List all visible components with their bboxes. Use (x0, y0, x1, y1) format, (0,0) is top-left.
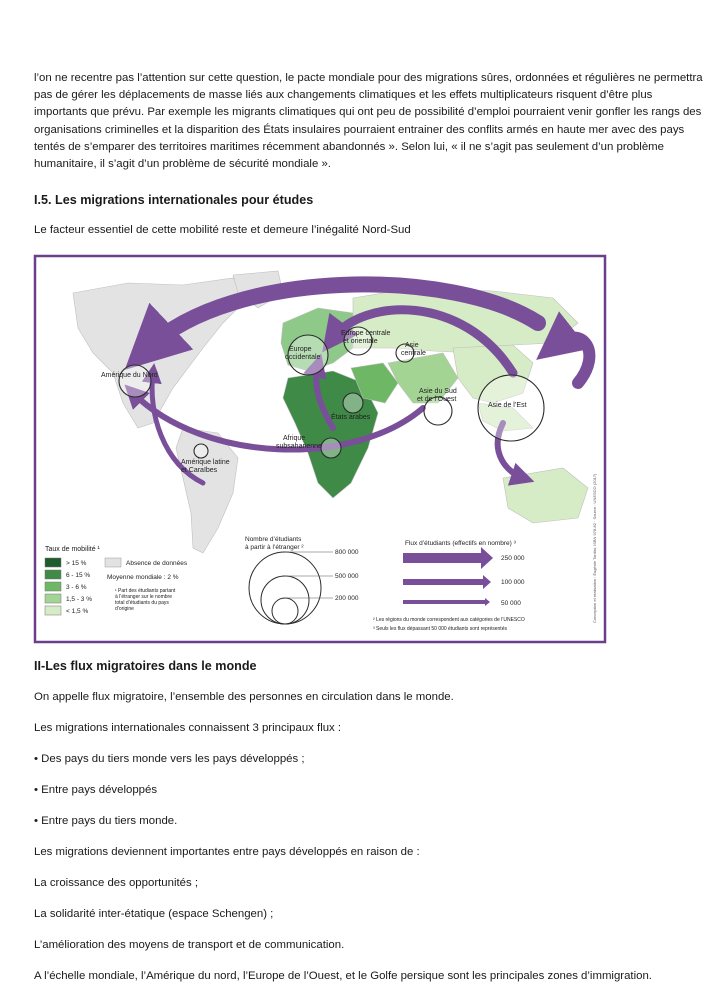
legend-no-data-label: Absence de données (126, 560, 188, 567)
section-heading-2: II-Les flux migratoires dans le monde (34, 659, 257, 673)
section-heading-1-5: I.5. Les migrations internationales pour études (34, 193, 314, 207)
legend-class-swatch-1 (45, 558, 61, 567)
legend-note-1-line-3: total d’étudiants du pays (115, 600, 169, 606)
bullet-item-1: • Des pays du tiers monde vers les pays développés ; (34, 753, 305, 765)
legend-flow-value-1: 250 000 (501, 555, 525, 562)
legend-class-label-1: > 15 % (66, 560, 87, 567)
legend-students-value-1: 800 000 (335, 549, 359, 556)
section-2-line-2: Les migrations internationales connaissent 3 principaux flux : (34, 722, 342, 734)
section-2-line-1: On appelle flux migratoire, l’ensemble des personnes en circulation dans le monde. (34, 691, 454, 703)
legend-world-average: Moyenne mondiale : 2 % (107, 574, 179, 581)
student-mobility-map (33, 253, 618, 645)
legend-flows-title: Flux d’étudiants (effectifs en nombre) ³ (405, 540, 516, 547)
legend-footnote-2: ² Les régions du monde correspondent aux catégories de l’UNESCO (373, 617, 525, 623)
legend-footnote-3: ³ Seuls les flux dépassant 50 000 étudiants sont représentés (373, 626, 507, 632)
label-central-europe-1: Europe centrale (341, 330, 391, 337)
label-south-asia-1: Asie du Sud (419, 388, 457, 395)
label-latin-america-1: Amérique latine (181, 459, 230, 466)
legend-class-label-5: < 1,5 % (66, 608, 89, 615)
legend-flow-value-2: 100 000 (501, 579, 525, 586)
legend-students-value-2: 500 000 (335, 573, 359, 580)
legend-no-data-swatch (105, 558, 121, 567)
label-north-america: Amérique du Nord (101, 372, 158, 379)
label-subsaharan-africa-1: Afrique (283, 435, 306, 442)
section-2-line-9: L’amélioration des moyens de transport et de communication. (34, 939, 345, 951)
bullet-item-3: • Entre pays du tiers monde. (34, 815, 178, 827)
label-central-asia-1: Asie (405, 342, 419, 349)
legend-class-label-2: 6 - 15 % (66, 572, 91, 579)
legend-students-title-1: Nombre d’étudiants (245, 536, 302, 543)
section-2-line-10: A l’échelle mondiale, l’Amérique du nord, l’Europe de l’Ouest, et le Golfe persique sont les principales zones d’immigration. (34, 970, 652, 982)
legend-class-swatch-5 (45, 606, 61, 615)
legend-students-title-2: à partir à l’étranger ² (245, 544, 304, 551)
label-east-asia: Asie de l’Est (488, 402, 527, 409)
label-subsaharan-africa-2: subsaharienne (276, 443, 322, 450)
legend-note-1-line-4: d’origine (115, 606, 134, 612)
circle-north-america (119, 365, 151, 397)
legend-students-value-3: 200 000 (335, 595, 359, 602)
legend-class-label-4: 1,5 - 3 % (66, 596, 93, 603)
legend-note-1-line-1: ¹ Part des étudiants partant (115, 588, 176, 594)
label-south-asia-2: et de l’Ouest (417, 396, 457, 403)
legend-flow-value-3: 50 000 (501, 600, 521, 607)
label-western-europe-1: Europe (289, 346, 312, 353)
legend-class-swatch-4 (45, 594, 61, 603)
legend-note-1-line-2: à l’étranger sur le nombre (115, 594, 172, 600)
label-latin-america-2: et Caraïbes (181, 467, 218, 474)
intro-paragraph: l’on ne recentre pas l’attention sur cette question, le pacte mondiale pour des migrations sûres, ordonnées et régulières ne permettra pas de gérer les déplacements de masse liés aux changements climatiques et les effets multiplicateurs risquent d’être plus importants que prévu. Par exemple les migrants climatiques qui ont peu de possibilité d’emploi pourraient venir gonfler les rangs des organisations criminelles et la disparition des États insulaires pourraient entrainer des conflits armés en haute mer avec des pays tentés de s’emparer des territoires maritimes récemment abandonnés ». Selon lui, « il ne s’agit pas seulement d’un problème humanitaire, il s’agit d’un problème de sécurité mondiale ». (34, 72, 703, 171)
section-2-line-8: La solidarité inter-étatique (espace Schengen) ; (34, 908, 274, 920)
circle-subsaharan-africa (321, 438, 341, 458)
legend-class-swatch-3 (45, 582, 61, 591)
map-credit: Conception et réalisation : Éugénie Tordini, ISBN 978-82 · Source : UNESCO (2017) (592, 473, 597, 623)
label-central-europe-2: et orientale (343, 338, 378, 345)
section-text-1-5: Le facteur essentiel de cette mobilité reste et demeure l’inégalité Nord-Sud (34, 224, 411, 236)
bullet-item-2: • Entre pays développés (34, 784, 158, 796)
circle-latin-america (194, 444, 208, 458)
legend-class-label-3: 3 - 6 % (66, 584, 87, 591)
legend-mobility-title: Taux de mobilité ¹ (45, 546, 100, 553)
label-western-europe-2: occidentale (285, 354, 321, 361)
label-arab-states: États arabes (331, 414, 371, 421)
label-central-asia-2: centrale (401, 350, 426, 357)
section-2-line-7: La croissance des opportunités ; (34, 877, 198, 889)
legend-class-swatch-2 (45, 570, 61, 579)
circle-arab-states (343, 393, 363, 413)
section-2-line-6: Les migrations deviennent importantes entre pays développés en raison de : (34, 846, 420, 858)
